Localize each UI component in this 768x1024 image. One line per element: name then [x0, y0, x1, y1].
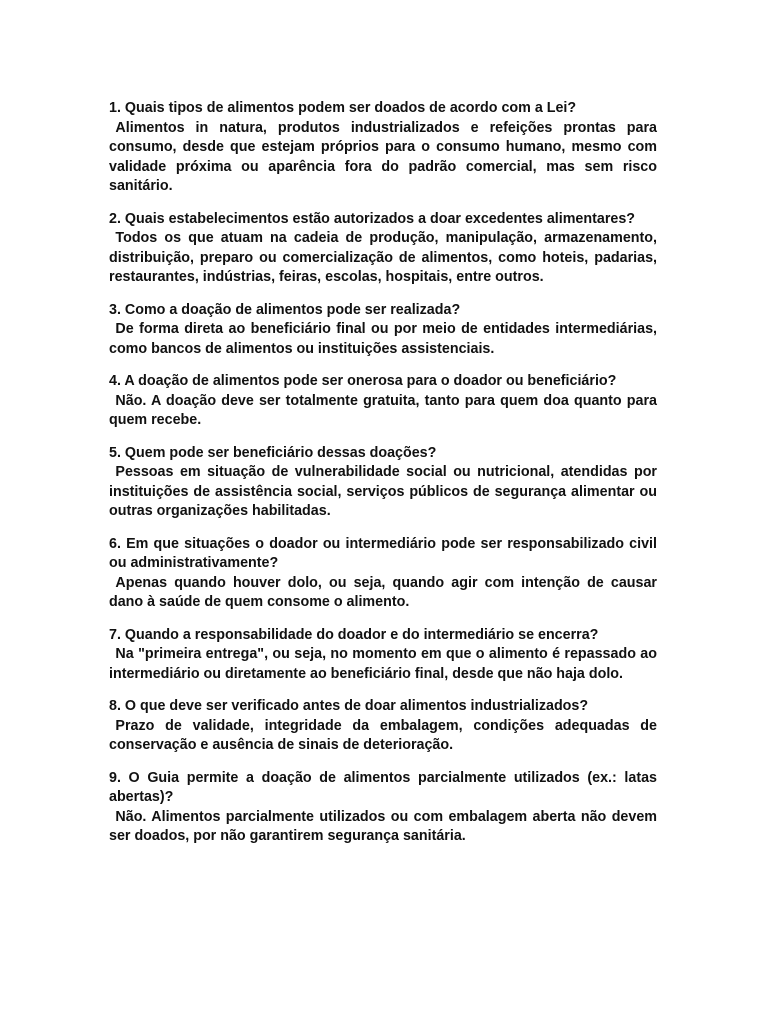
answer-2: Todos os que atuam na cadeia de produção, manipulação, armazenamento, distribuição, preparo ou comercialização de alimentos, como hoteis, padarias, restaurantes, indústrias, feiras, escolas, hospitais, entre outros.	[109, 230, 657, 285]
answer-9: Não. Alimentos parcialmente utilizados ou com embalagem aberta não devem ser doados, por não garantirem segurança sanitária.	[109, 808, 657, 844]
question-4: 4. A doação de alimentos pode ser onerosa para o doador ou beneficiário?	[109, 373, 617, 389]
question-3: 3. Como a doação de alimentos pode ser realizada?	[109, 301, 461, 318]
qa-item-4	[109, 372, 657, 431]
answer-1: Alimentos in natura, produtos industrializados e refeições prontas para consumo, desde que estejam próprios para o consumo humano, mesmo com validade próxima ou aparência fora do padrão comercial, mas sem risco sanitário.	[109, 119, 657, 194]
qa-item-3	[109, 301, 657, 360]
answer-4: Não. A doação deve ser totalmente gratuita, tanto para quem doa quanto para quem recebe.	[109, 392, 657, 428]
question-7: 7. Quando a responsabilidade do doador e do intermediário se encerra?	[109, 626, 599, 643]
answer-8: Prazo de validade, integridade da embalagem, condições adequadas de conservação e ausência de sinais de deterioração.	[109, 717, 657, 753]
question-2: 2. Quais estabelecimentos estão autorizados a doar excedentes alimentares?	[109, 210, 636, 227]
qa-item-2	[109, 210, 657, 288]
question-8: 8. O que deve ser verificado antes de doar alimentos industrializados?	[109, 698, 589, 714]
qa-item-5	[109, 444, 657, 522]
qa-item-9	[109, 769, 657, 847]
answer-6: Apenas quando houver dolo, ou seja, quando agir com intenção de causar dano à saúde de quem consome o alimento.	[109, 574, 657, 610]
answer-7: Na "primeira entrega", ou seja, no momento em que o alimento é repassado ao intermediário ou diretamente ao beneficiário final, desde que não haja dolo.	[109, 646, 657, 682]
qa-item-7	[109, 626, 657, 685]
question-9: 9. O Guia permite a doação de alimentos parcialmente utilizados (ex.: latas abertas)?	[109, 769, 657, 805]
document-page	[109, 99, 657, 860]
question-1: 1. Quais tipos de alimentos podem ser doados de acordo com a Lei?	[109, 100, 577, 116]
question-5: 5. Quem pode ser beneficiário dessas doações?	[109, 444, 437, 461]
qa-item-1	[109, 99, 657, 197]
answer-5: Pessoas em situação de vulnerabilidade social ou nutricional, atendidas por instituições de assistência social, serviços públicos de segurança alimentar ou outras organizações habilitadas.	[109, 464, 657, 519]
qa-item-6	[109, 535, 657, 613]
qa-item-8	[109, 697, 657, 756]
answer-3: De forma direta ao beneficiário final ou por meio de entidades intermediárias, como bancos de alimentos ou instituições assistenciais.	[109, 321, 657, 357]
question-6: 6. Em que situações o doador ou intermediário pode ser responsabilizado civil ou administrativamente?	[109, 535, 657, 571]
